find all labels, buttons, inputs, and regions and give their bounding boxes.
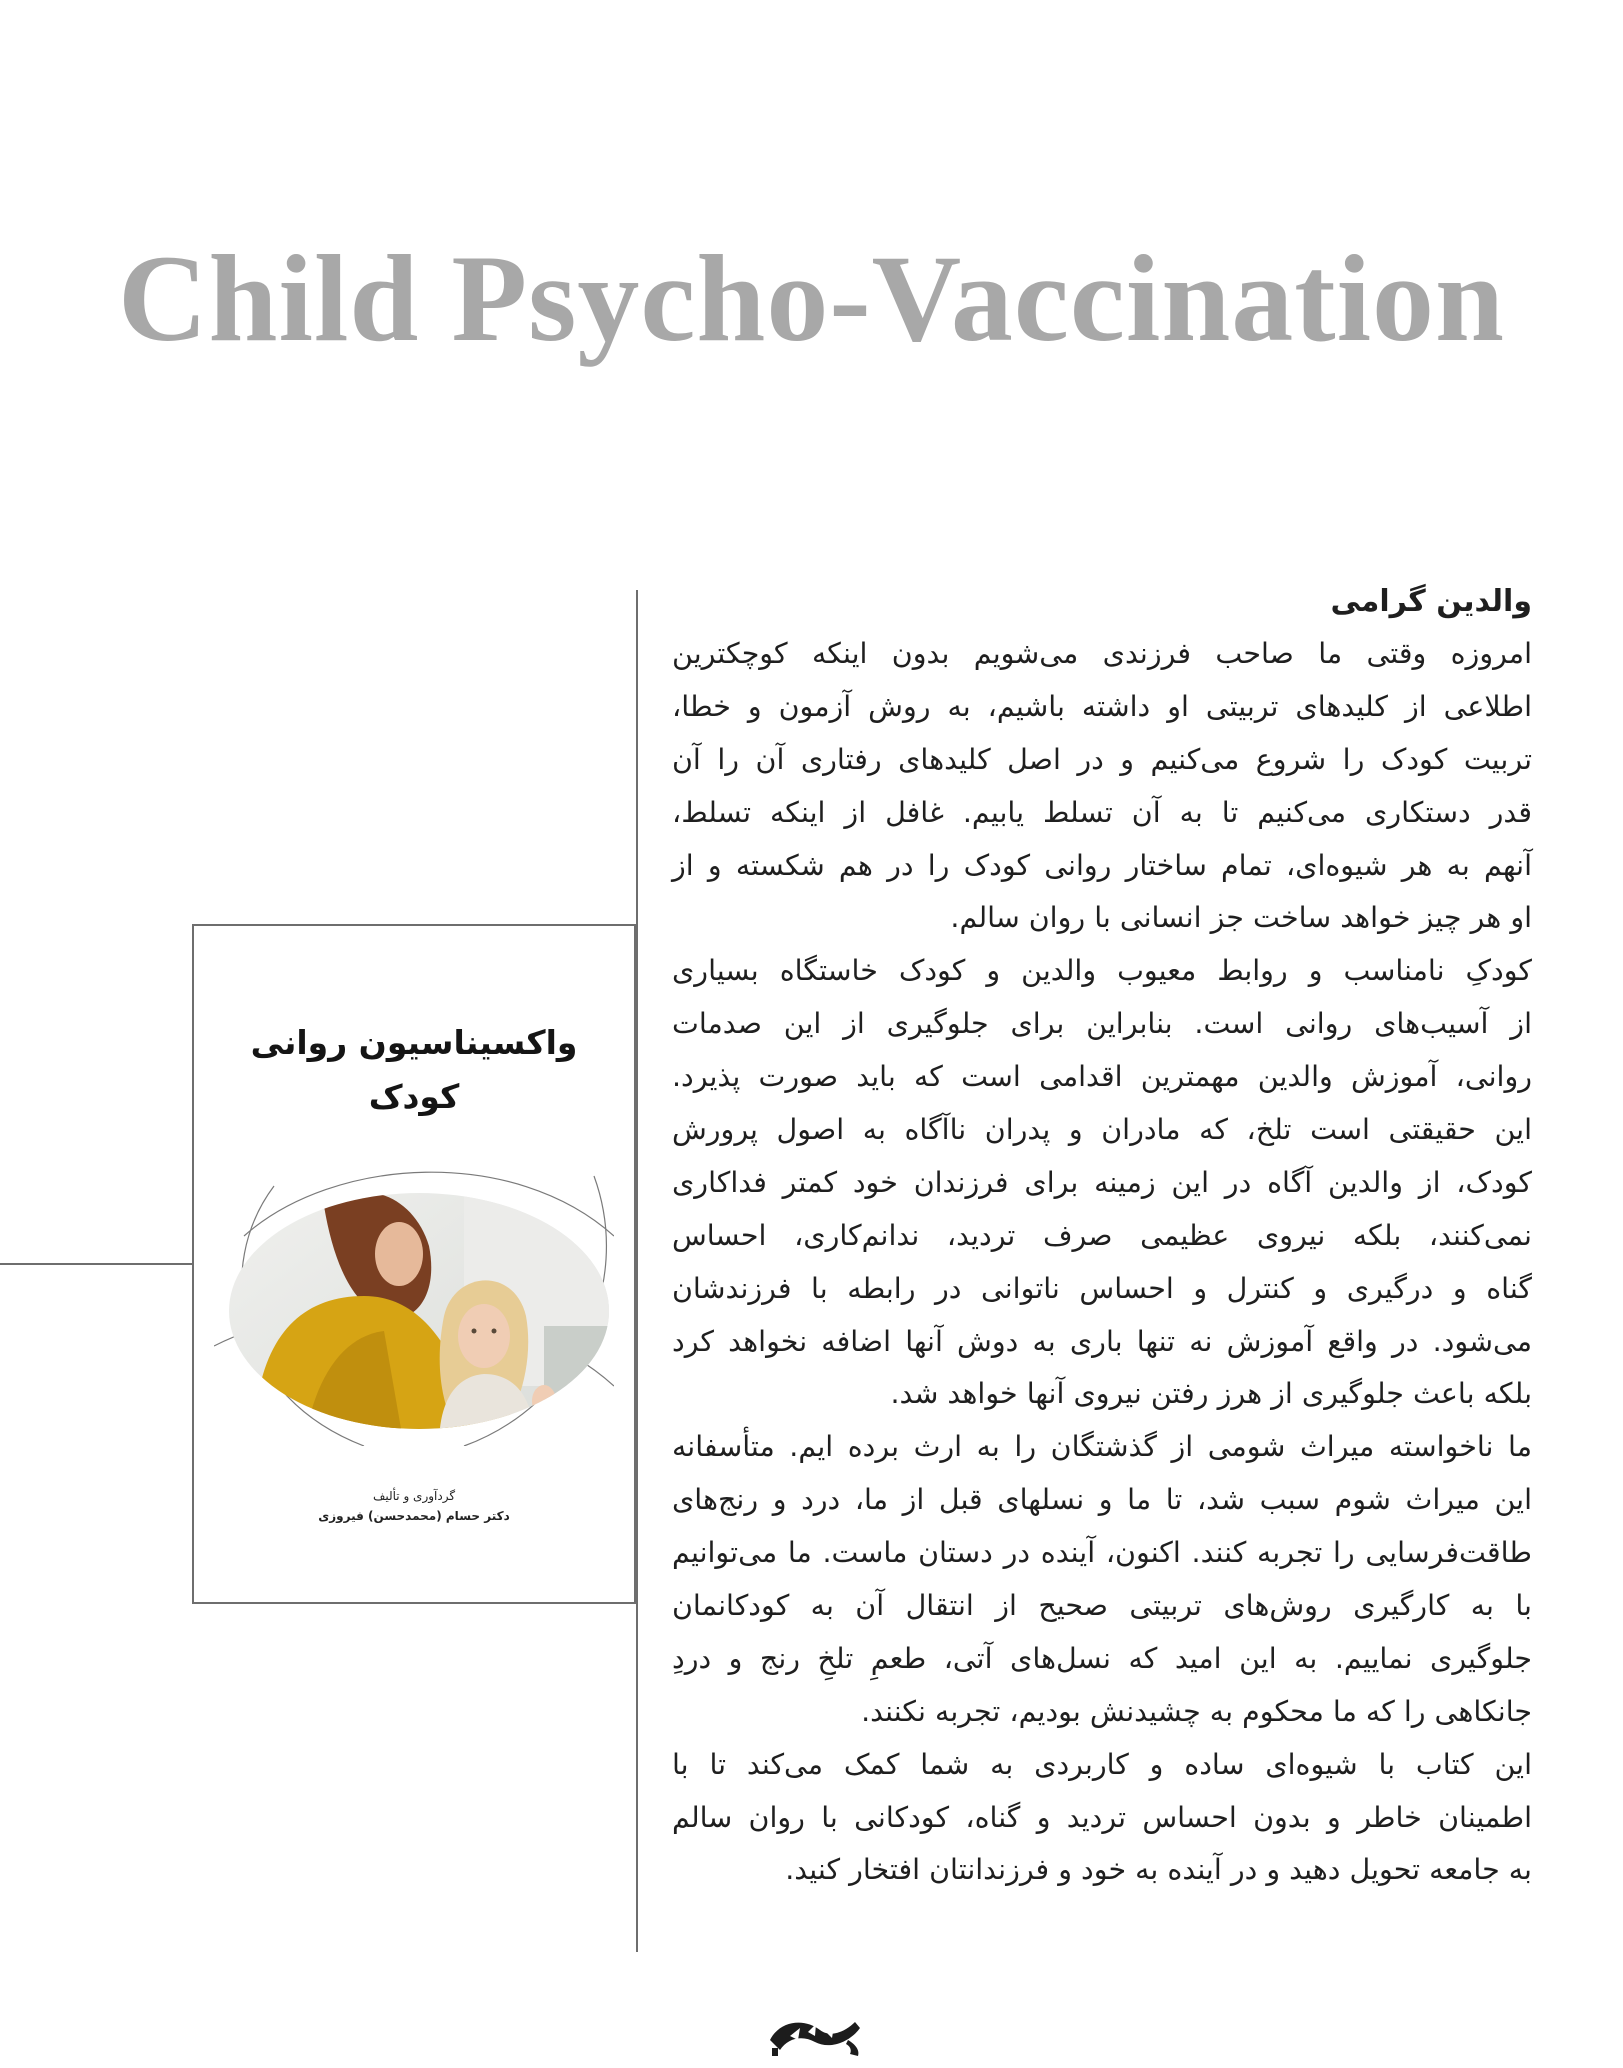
cover-credit-role: گردآوری و تألیف xyxy=(372,1489,456,1503)
article-line: تربیت کودک را شروع می‌کنیم و در اصل کلیدهای رفتاری آن را آن xyxy=(672,742,1532,776)
vertical-divider xyxy=(636,590,638,1952)
article-line: کودکِ نامناسب و روابط معیوب والدین و کودک خاستگاه بسیاری xyxy=(672,954,1532,988)
horizontal-divider xyxy=(0,1263,193,1265)
article-line: او هر چیز خواهد ساخت جز انسانی با روان سالم. xyxy=(950,901,1532,935)
article-line: روانی، آموزش والدین مهمترین اقدامی است که باید صورت پذیرد. xyxy=(672,1060,1532,1094)
article-line: به جامعه تحویل دهید و در آینده به خود و فرزندانتان افتخار کنید. xyxy=(785,1853,1532,1887)
article-line: گناه و درگیری و کنترل و احساس ناتوانی در رابطه با فرزندشان xyxy=(672,1271,1532,1305)
book-cover xyxy=(192,924,636,1604)
cover-credit-author: دکتر حسام (محمدحسن) فیروزی xyxy=(318,1509,510,1523)
cover-title-line2: کودک xyxy=(368,1077,460,1116)
article-line: این حقیقتی است تلخ، که مادران و پدران ناآگاه به اصول پرورش xyxy=(672,1113,1532,1147)
cover-title-line1: واکسیناسیون روانی xyxy=(250,1023,578,1062)
article-line: این کتاب با شیوه‌ای ساده و کاربردی به شما کمک می‌کند تا با xyxy=(672,1747,1532,1781)
article-line: اطمینان خاطر و بدون احساس تردید و گناه، کودکانی با روان سالم xyxy=(672,1800,1532,1834)
article-line: می‌شود. در واقع آموزش نه تنها باری به دوش آنها اضافه نخواهد کرد xyxy=(672,1324,1532,1358)
article-paragraph xyxy=(672,945,1532,1421)
article-heading: والدین گرامی xyxy=(1330,584,1532,619)
article xyxy=(672,576,1532,1897)
cover-illustration xyxy=(214,1146,614,1446)
cover-title xyxy=(214,1016,614,1124)
article-body xyxy=(672,628,1532,1897)
article-line: آنهم به هر شیوه‌ای، تمام ساختار روانی کودک را در هم شکسته و از xyxy=(672,848,1532,882)
publisher-logo-icon xyxy=(760,2010,870,2060)
cover-credit xyxy=(234,1486,594,1526)
article-line: اطلاعی از کلیدهای تربیتی او داشته باشیم، به روش آزمون و خطا، xyxy=(672,689,1532,723)
article-line: جلوگیری نماییم. به این امید که نسل‌های آتی، طعمِ تلخِ رنج و دردِ xyxy=(672,1641,1532,1675)
article-line: از آسیب‌های روانی است. بنابراین برای جلوگیری از این صدمات xyxy=(672,1007,1532,1041)
article-line: این میراث شوم سبب شد، تا ما و نسلهای قبل از ما، درد و رنج‌های xyxy=(672,1483,1532,1517)
article-line: بلکه باعث جلوگیری از هرز رفتن نیروی آنها خواهد شد. xyxy=(890,1377,1532,1411)
article-paragraph xyxy=(672,1421,1532,1738)
article-line: جانکاهی را که ما محکوم به چشیدنش بودیم، تجربه نکنند. xyxy=(861,1694,1532,1728)
article-line: نمی‌کنند، بلکه نیروی عظیمی صرف تردید، ندانم‌کاری، احساس xyxy=(672,1218,1532,1252)
article-paragraph xyxy=(672,1739,1532,1898)
english-title: Child Psycho-Vaccination xyxy=(117,230,1506,367)
article-line: قدر دستکاری می‌کنیم تا به آن تسلط یابیم. غافل از اینکه تسلط، xyxy=(672,795,1532,829)
article-paragraph xyxy=(672,628,1532,945)
article-line: امروزه وقتی ما صاحب فرزندی می‌شویم بدون اینکه کوچکترین xyxy=(672,637,1532,670)
photo-mother-child xyxy=(214,1146,614,1446)
article-line: کودک، از والدین آگاه در این زمینه برای فرزندان خود کمتر فداکاری xyxy=(672,1165,1532,1199)
article-line: طاقت‌فرسایی را تجربه کنند. اکنون، آینده در دستان ماست. ما می‌توانیم xyxy=(672,1536,1532,1570)
article-line: ما ناخواسته میراث شومی از گذشتگان را به ارث برده ایم. متأسفانه xyxy=(672,1430,1532,1464)
article-line: با به کارگیری روش‌های تربیتی صحیح از انتقال آن به کودکانمان xyxy=(672,1589,1532,1623)
